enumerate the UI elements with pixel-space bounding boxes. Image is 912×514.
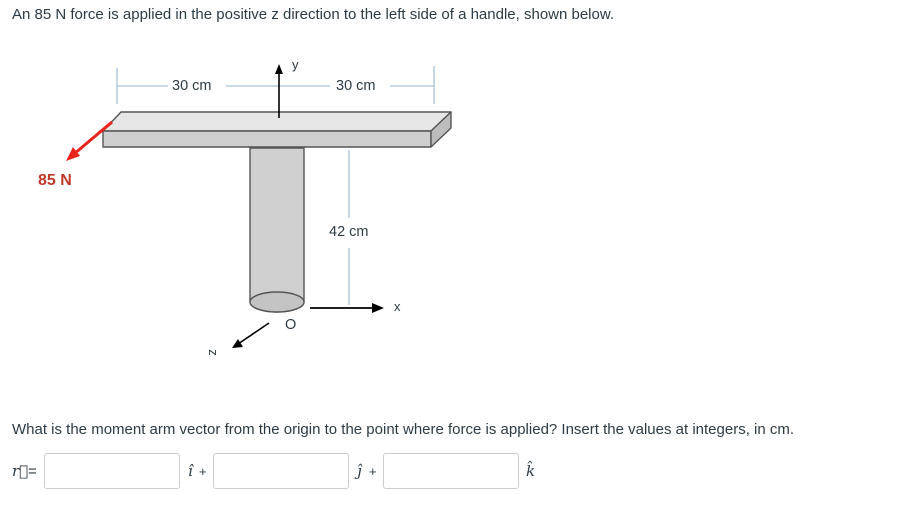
- plus-sign: +: [199, 464, 207, 479]
- k-component-input[interactable]: [383, 453, 519, 489]
- question-prompt: What is the moment arm vector from the origin to the point where force is applied? Insert the values at integers, in cm.: [12, 421, 795, 438]
- i-unit-vector: î: [188, 462, 193, 480]
- i-component-input[interactable]: [44, 453, 180, 489]
- r-vector-symbol: r⃗: [12, 462, 29, 480]
- equals-sign: =: [28, 463, 37, 480]
- dim-height-label: 42 cm: [329, 224, 369, 240]
- handle-post: [250, 148, 304, 312]
- x-axis-arrow: [310, 303, 384, 313]
- y-axis-arrow: [275, 64, 283, 118]
- force-label: 85 N: [38, 172, 72, 189]
- plus-sign: +: [369, 464, 377, 479]
- k-unit-vector: k̂: [526, 462, 536, 480]
- handle-beam: [103, 112, 451, 147]
- dim-right-label: 30 cm: [336, 78, 376, 94]
- j-component-input[interactable]: [213, 453, 349, 489]
- j-unit-vector: ĵ: [357, 462, 362, 480]
- z-axis-arrow: [232, 323, 269, 348]
- dim-left-label: 30 cm: [172, 78, 212, 94]
- z-axis-label: z: [205, 349, 221, 356]
- y-axis-label: y: [292, 57, 299, 72]
- x-axis-label: x: [394, 299, 401, 314]
- origin-label: O: [285, 317, 297, 333]
- answer-row: [0, 452, 912, 492]
- question-intro: An 85 N force is applied in the positive z direction to the left side of a handle, shown below.: [12, 6, 615, 23]
